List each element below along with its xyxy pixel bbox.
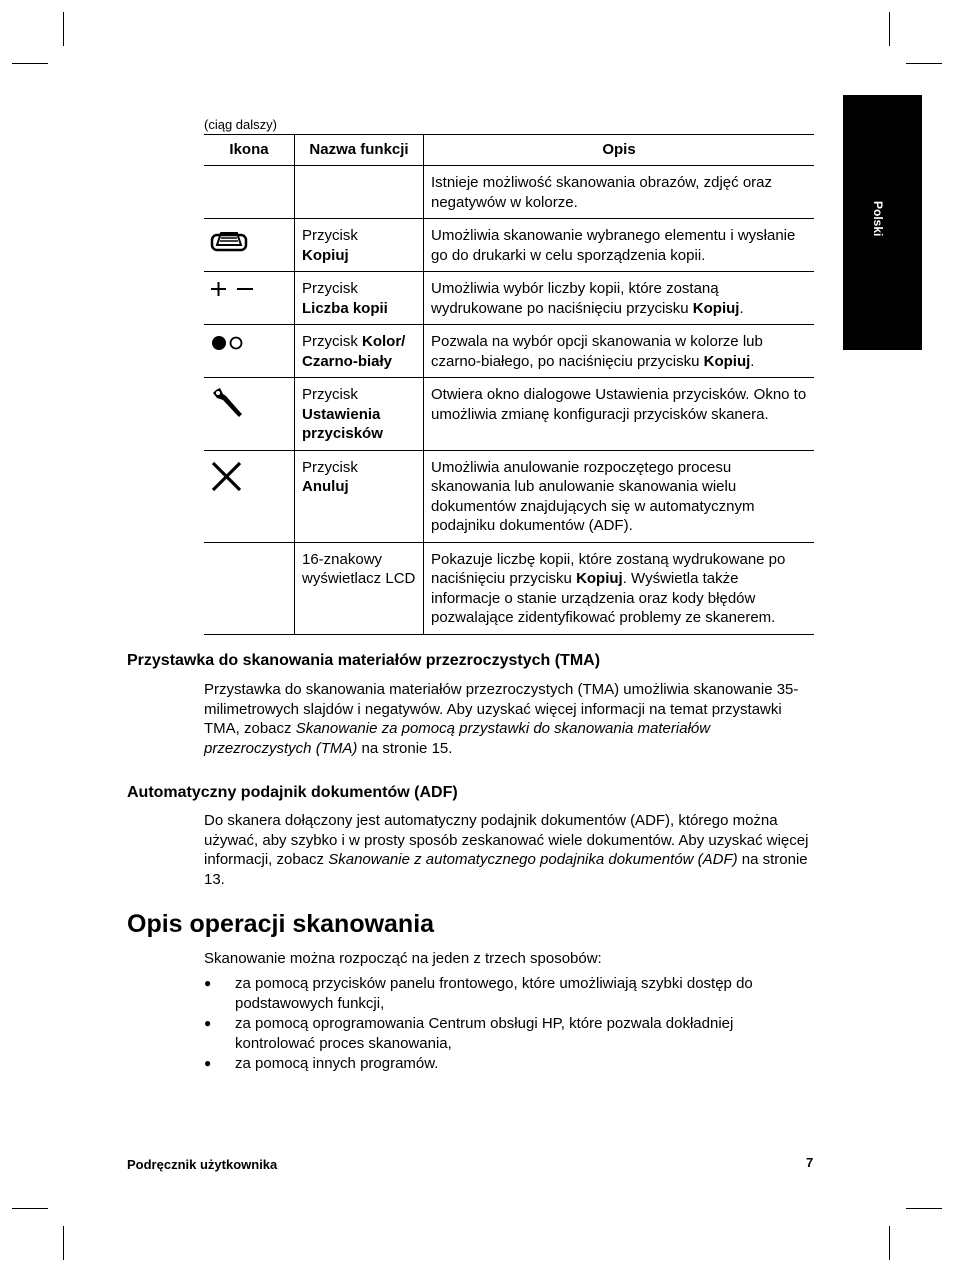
name-cell: Przycisk Liczba kopii xyxy=(295,272,424,325)
name-cell: 16-znakowy wyświetlacz LCD xyxy=(295,542,424,634)
icon-cell xyxy=(204,378,295,451)
table-row xyxy=(204,219,814,272)
bullet-list xyxy=(204,974,814,1075)
name-cell xyxy=(295,166,424,219)
section-intro: Skanowanie można rozpocząć na jeden z trzech sposobów: xyxy=(204,950,602,967)
description-cell: Pozwala na wybór opcji skanowania w kolorze lub czarno-białego, po naciśnięciu przycisku Kopiuj. xyxy=(424,325,815,378)
icon-cell xyxy=(204,325,295,378)
table-row xyxy=(204,542,814,634)
wrench-icon xyxy=(210,384,250,420)
crop-mark xyxy=(906,63,942,64)
description-cell: Istnieje możliwość skanowania obrazów, zdjęć oraz negatywów w kolorze. xyxy=(424,166,815,219)
crop-mark xyxy=(63,12,64,46)
adf-paragraph: Do skanera dołączony jest automatyczny podajnik dokumentów (ADF), którego można używać, aby szybko i w prosty sposób zeskanować wiele dokumentów. Aby uzyskać więcej informacji, zobacz Skanowanie z automatycznego podajnika dokumentów (ADF) na stronie 13. xyxy=(204,812,809,888)
icon-cell xyxy=(204,542,295,634)
name-cell: Przycisk Kopiuj xyxy=(295,219,424,272)
language-tab xyxy=(843,95,922,350)
list-item: ● za pomocą przycisków panelu frontowego, które umożliwiają szybki dostęp do podstawowych funkcji, xyxy=(204,974,814,1013)
function-table xyxy=(204,134,814,635)
description-cell: Otwiera okno dialogowe Ustawienia przycisków. Okno to umożliwia zmianę konfiguracji przycisków skanera. xyxy=(424,378,815,451)
tma-heading: Przystawka do skanowania materiałów przezroczystych (TMA) xyxy=(127,652,601,669)
crop-mark xyxy=(63,1226,64,1260)
description-cell: Umożliwia skanowanie wybranego elementu i wysłanie go do drukarki w celu sporządzenia kopii. xyxy=(424,219,815,272)
color-bw-icon xyxy=(210,331,250,353)
name-cell: Przycisk Kolor/ Czarno-biały xyxy=(295,325,424,378)
table-header-row xyxy=(204,135,814,166)
description-cell: Pokazuje liczbę kopii, które zostaną wydrukowane po naciśnięciu przycisku Kopiuj. Wyświetla także informacje o stanie urządzenia oraz kody błędów pozwalające zidentyfikować problemy ze skanerem. xyxy=(424,542,815,634)
crop-mark xyxy=(889,12,890,46)
header-name: Nazwa funkcji xyxy=(295,135,424,166)
plus-minus-icon xyxy=(210,278,256,302)
header-icon: Ikona xyxy=(204,135,295,166)
crop-mark xyxy=(889,1226,890,1260)
tma-reference: Skanowanie za pomocą przystawki do skanowania materiałów przezroczystych (TMA) xyxy=(204,720,711,757)
copy-icon xyxy=(210,225,250,259)
description-cell: Umożliwia wybór liczby kopii, które zostaną wydrukowane po naciśnięciu przycisku Kopiuj. xyxy=(424,272,815,325)
icon-cell xyxy=(204,272,295,325)
section-heading: Opis operacji skanowania xyxy=(127,910,435,938)
page-number: 7 xyxy=(806,1155,814,1170)
table-row xyxy=(204,325,814,378)
crop-mark xyxy=(12,63,48,64)
list-item: ● za pomocą oprogramowania Centrum obsługi HP, które pozwala dokładniej kontrolować proces skanowania, xyxy=(204,1014,814,1053)
tma-paragraph: Przystawka do skanowania materiałów przezroczystych (TMA) umożliwia skanowanie 35-milimetrowych slajdów i negatywów. Aby uzyskać więcej informacji na temat przystawki TMA, zobacz Skanowanie za pomocą przystawki do skanowania materiałów przezroczystych (TMA) na stronie 15. xyxy=(204,681,799,757)
header-description: Opis xyxy=(424,135,815,166)
icon-cell xyxy=(204,166,295,219)
name-cell: Przycisk Anuluj xyxy=(295,450,424,542)
description-cell: Umożliwia anulowanie rozpoczętego procesu skanowania lub anulowanie skanowania wielu dokumentów znajdujących się w automatycznym podajniku dokumentów (ADF). xyxy=(424,450,815,542)
list-item: ● za pomocą innych programów. xyxy=(204,1054,814,1074)
table-row xyxy=(204,378,814,451)
adf-heading: Automatyczny podajnik dokumentów (ADF) xyxy=(127,784,458,801)
table-row xyxy=(204,450,814,542)
continued-label: (ciąg dalszy) xyxy=(204,117,277,132)
cancel-x-icon xyxy=(210,457,250,493)
table-row xyxy=(204,166,814,219)
icon-cell xyxy=(204,450,295,542)
footer-title: Podręcznik użytkownika xyxy=(127,1157,278,1172)
icon-cell xyxy=(204,219,295,272)
adf-reference: Skanowanie z automatycznego podajnika dokumentów (ADF) xyxy=(328,851,738,868)
crop-mark xyxy=(906,1208,942,1209)
crop-mark xyxy=(12,1208,48,1209)
table-row xyxy=(204,272,814,325)
language-tab-label: Polski xyxy=(871,201,885,237)
name-cell: Przycisk Ustawienia przycisków xyxy=(295,378,424,451)
